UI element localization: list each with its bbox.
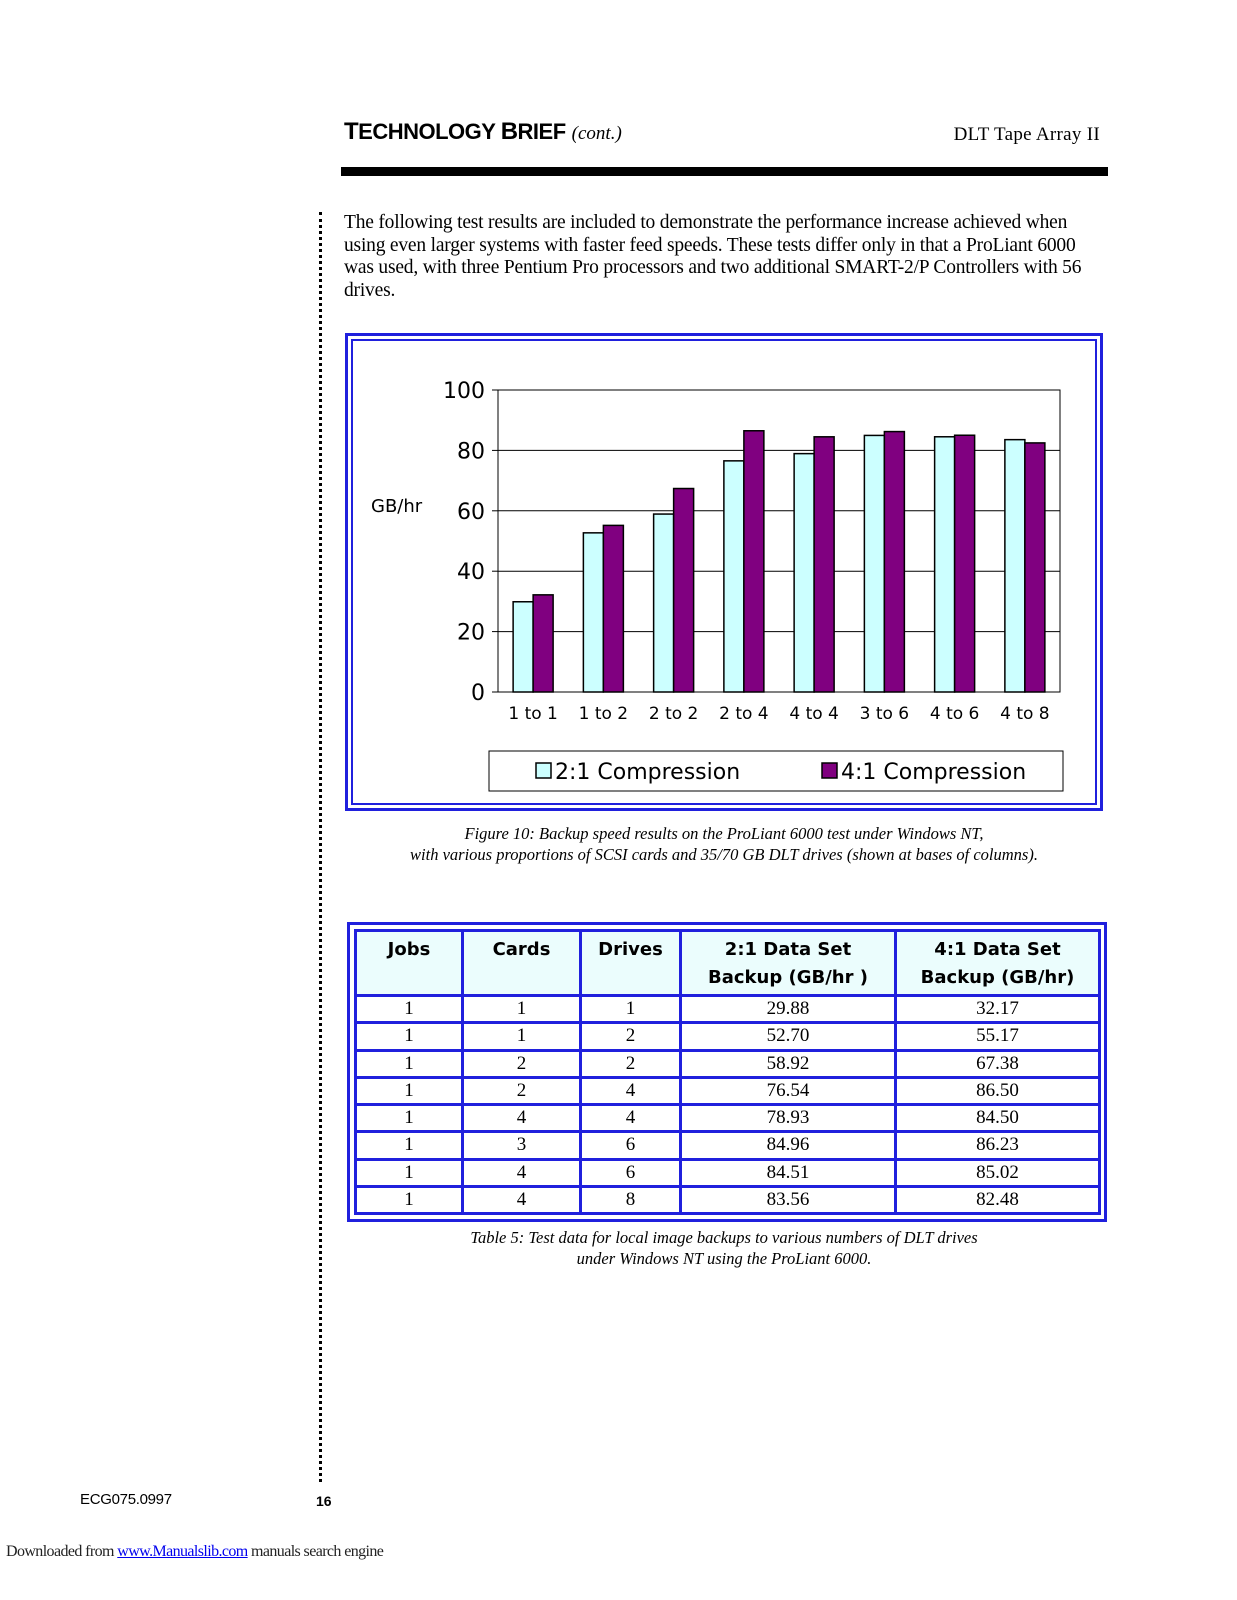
header-line-1: 4:1 Data Set [934, 939, 1061, 960]
table-cell: 67.38 [896, 1050, 1100, 1077]
table-cell: 4 [581, 1105, 681, 1132]
table-cell: 86.50 [896, 1077, 1100, 1104]
bar-2to1-compression [794, 454, 814, 692]
table-cell: 55.17 [896, 1023, 1100, 1050]
table-cell: 85.02 [896, 1159, 1100, 1186]
bar-4to1-compression [955, 435, 975, 692]
table-cell: 86.23 [896, 1132, 1100, 1159]
header-line-1: 2:1 Data Set [724, 939, 852, 960]
table-cell: 4 [463, 1186, 581, 1213]
plot-area [498, 390, 1060, 692]
table-cell: 76.54 [681, 1077, 896, 1104]
table-cell: 2 [581, 1023, 681, 1050]
y-tick-label: 60 [457, 499, 485, 525]
bar-2to1-compression [864, 435, 884, 692]
y-axis-label: GB/hr [371, 496, 423, 517]
page-number: 16 [316, 1493, 332, 1509]
table-header-cell [581, 931, 681, 996]
table-cell: 4 [463, 1159, 581, 1186]
bar-4to1-compression [1025, 443, 1045, 692]
bar-2to1-compression [1005, 440, 1025, 692]
table-cell: 2 [463, 1077, 581, 1104]
table-row [356, 1132, 1100, 1159]
table-cell: 2 [463, 1050, 581, 1077]
table-cell: 1 [356, 1186, 463, 1213]
x-tick-label: 3 to 6 [859, 704, 910, 724]
table-cell: 6 [581, 1159, 681, 1186]
legend-swatch [822, 763, 837, 778]
data-table [354, 929, 1101, 1215]
intro-paragraph: The following test results are included to demonstrate the performance increase achieved when using even larger systems with faster feed speeds. These tests differ only in that a ProLiant 6000 was used, with three Pentium Pro processors and two additional SMART-2/P Controllers with 56 drives. [344, 212, 1082, 301]
bar-4to1-compression [533, 595, 553, 692]
x-tick-label: 2 to 2 [648, 704, 699, 724]
figure-caption [340, 823, 1108, 865]
table-cell: 78.93 [681, 1105, 896, 1132]
table-cell: 1 [581, 996, 681, 1023]
table-cell: 84.51 [681, 1159, 896, 1186]
table-row [356, 1077, 1100, 1104]
table-cell: 2 [581, 1050, 681, 1077]
y-tick-label: 0 [471, 681, 485, 706]
x-tick-label: 2 to 4 [719, 704, 769, 724]
table-cell: 1 [356, 1159, 463, 1186]
legend-label: 2:1 Compression [555, 760, 741, 785]
table-cell: 84.96 [681, 1132, 896, 1159]
chart-frame [345, 333, 1103, 811]
x-tick-label: 4 to 6 [929, 704, 980, 724]
table-cell: 1 [463, 996, 581, 1023]
table-row [356, 1023, 1100, 1050]
table-cell: 3 [463, 1132, 581, 1159]
header-line-2: Backup (GB/hr) [920, 967, 1075, 988]
table-caption-line-1: Table 5: Test data for local image backups to various numbers of DLT drives [470, 1228, 978, 1247]
table-caption-line-2: under Windows NT using the ProLiant 6000. [576, 1249, 872, 1268]
table-cell: 29.88 [681, 996, 896, 1023]
table-header-cell [681, 931, 896, 996]
table-frame [347, 922, 1107, 1222]
y-tick-label: 100 [443, 379, 485, 404]
table-row [356, 1105, 1100, 1132]
table-cell: 32.17 [896, 996, 1100, 1023]
bar-2to1-compression [935, 437, 955, 692]
header-line-1: Jobs [387, 939, 431, 960]
table-cell: 84.50 [896, 1105, 1100, 1132]
bar-chart [353, 341, 1095, 803]
table-cell: 1 [356, 1132, 463, 1159]
table-cell: 1 [356, 996, 463, 1023]
table-cell: 1 [356, 1105, 463, 1132]
margin-dotted-line [319, 212, 322, 1482]
table-row [356, 1159, 1100, 1186]
y-tick-label: 20 [457, 620, 485, 646]
bar-2to1-compression [724, 461, 744, 692]
y-tick-label: 40 [457, 560, 485, 586]
header-cont: (cont.) [571, 123, 622, 144]
table-header-cell [463, 931, 581, 996]
table-cell: 82.48 [896, 1186, 1100, 1213]
table-cell: 1 [356, 1023, 463, 1050]
download-notice: Downloaded from www.Manualslib.com manuals search engine [6, 1543, 384, 1560]
table-cell: 8 [581, 1186, 681, 1213]
figure-caption-line-2: with various proportions of SCSI cards and 35/70 GB DLT drives (shown at bases of columns). [410, 845, 1038, 864]
table-cell: 52.70 [681, 1023, 896, 1050]
bar-4to1-compression [744, 431, 764, 692]
table-row [356, 1186, 1100, 1213]
bar-4to1-compression [814, 437, 834, 692]
table-cell: 83.56 [681, 1186, 896, 1213]
legend-swatch [536, 763, 551, 778]
page-header-title: TECHNOLOGY BRIEF (cont.) [344, 118, 622, 145]
header-line-1: Drives [598, 939, 663, 960]
table-cell: 4 [463, 1105, 581, 1132]
y-tick-label: 80 [457, 439, 485, 465]
header-line-2: Backup (GB/hr ) [708, 967, 868, 988]
table-cell: 4 [581, 1077, 681, 1104]
table-header-row [356, 931, 1100, 996]
table-row [356, 1050, 1100, 1077]
document-id: ECG075.0997 [80, 1491, 172, 1508]
bar-4to1-compression [603, 525, 623, 692]
x-tick-label: 4 to 8 [1000, 704, 1050, 724]
legend-label: 4:1 Compression [841, 760, 1027, 785]
x-tick-label: 1 to 1 [508, 704, 558, 724]
page-header-doc-title: DLT Tape Array II [953, 124, 1100, 145]
chart-area [351, 339, 1097, 805]
table-cell: 58.92 [681, 1050, 896, 1077]
table-cell: 1 [356, 1077, 463, 1104]
table-header-cell [356, 931, 463, 996]
table-cell: 6 [581, 1132, 681, 1159]
bar-4to1-compression [674, 489, 694, 692]
table-caption [340, 1227, 1108, 1269]
figure-caption-line-1: Figure 10: Backup speed results on the ProLiant 6000 test under Windows NT, [464, 824, 984, 843]
x-tick-label: 1 to 2 [578, 704, 629, 724]
bar-4to1-compression [884, 432, 904, 692]
table-row [356, 996, 1100, 1023]
table-cell: 1 [463, 1023, 581, 1050]
bar-2to1-compression [583, 533, 603, 692]
bar-2to1-compression [654, 514, 674, 692]
table-header-cell [896, 931, 1100, 996]
table-cell: 1 [356, 1050, 463, 1077]
header-line-1: Cards [492, 939, 551, 960]
x-tick-label: 4 to 4 [789, 704, 839, 724]
bar-2to1-compression [513, 602, 533, 692]
manualslib-link[interactable]: www.Manualslib.com [117, 1543, 248, 1560]
header-rule [341, 167, 1108, 176]
